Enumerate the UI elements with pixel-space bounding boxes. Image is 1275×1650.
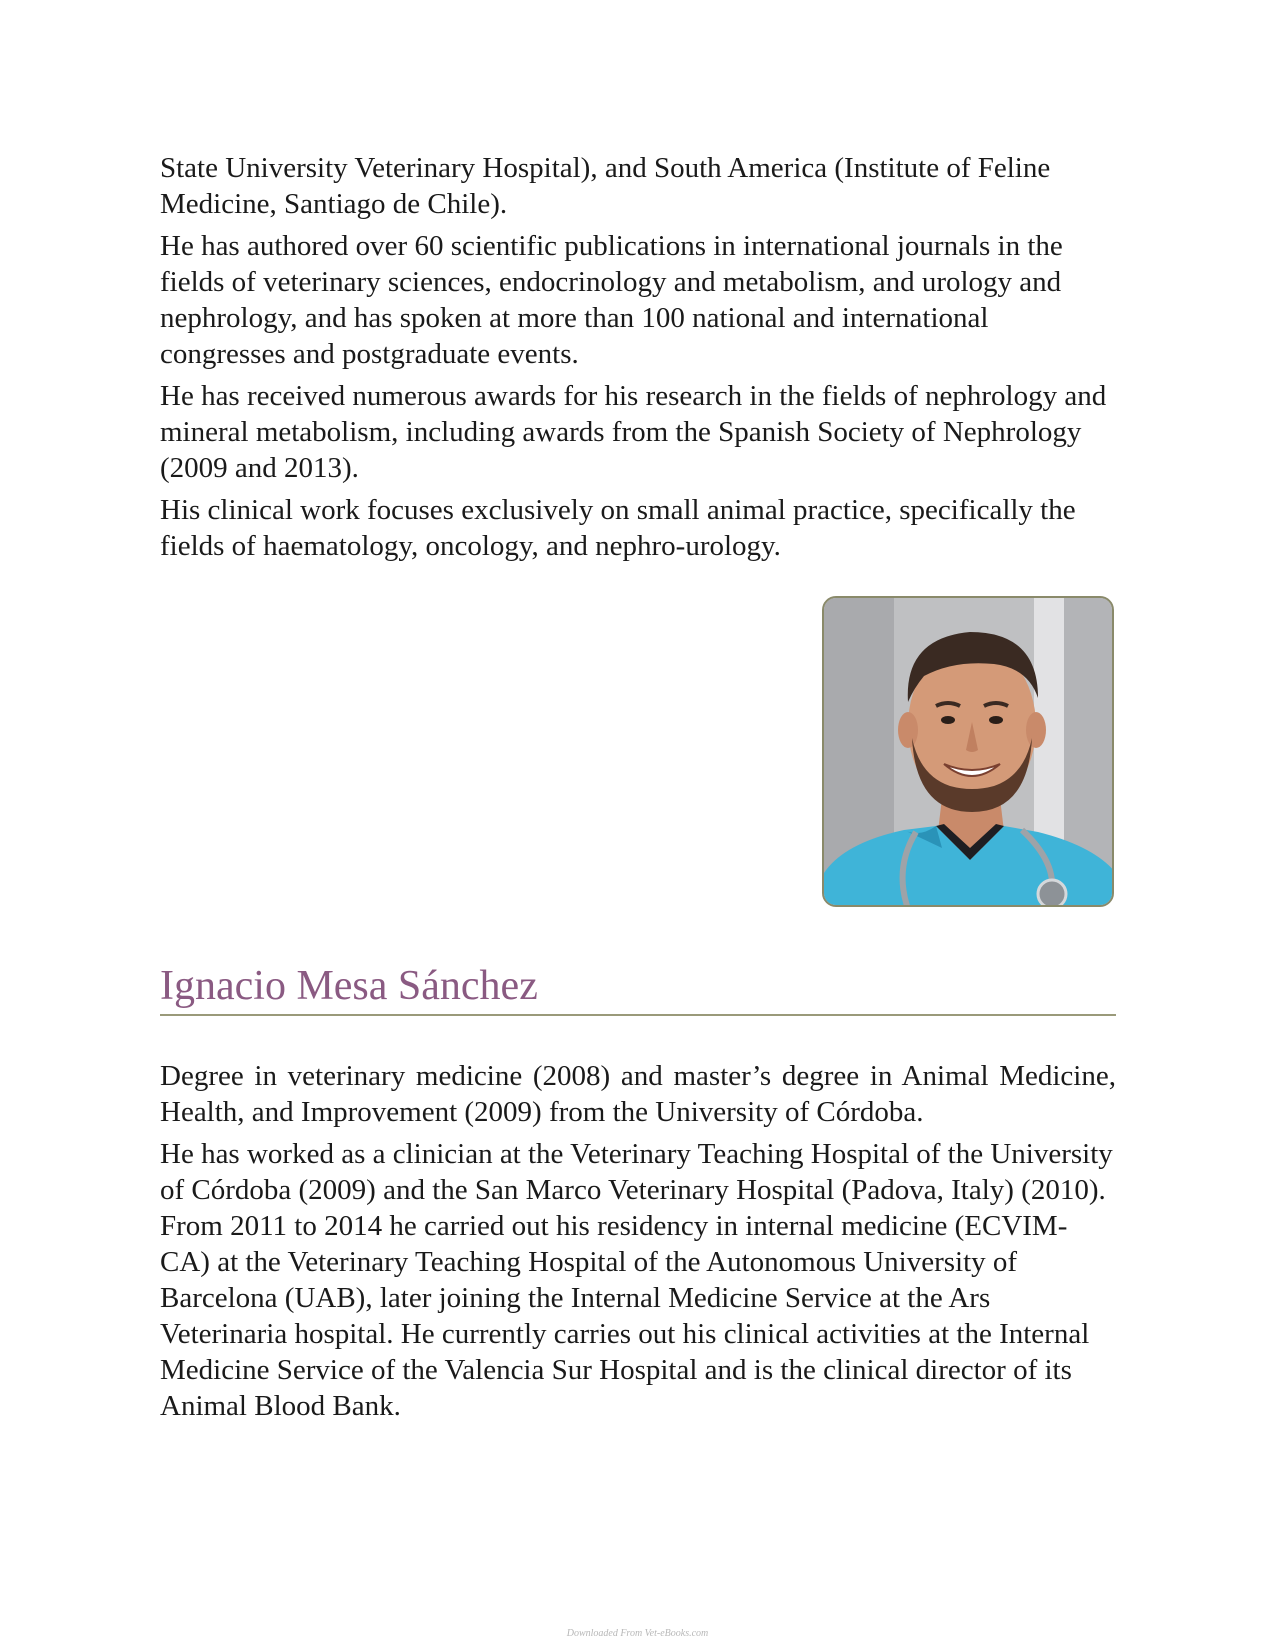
portrait-photo [822,596,1114,907]
profile-name-heading: Ignacio Mesa Sánchez [160,960,1116,1016]
bio-paragraph: He has received numerous awards for his research in the fields of nephrology and mineral metabolism, including awards from the Spanish Society of Nephrology (2009 and 2013). [160,380,1107,484]
footer-watermark: Downloaded From Vet-eBooks.com [566,1628,709,1639]
bio-paragraph: He has authored over 60 scientific publications in international journals in the fields of veterinary sciences, endocrinology and metabolism, and urology and nephrology, and has spoken at more than 100 national and international congresses and postgraduate events. [160,230,1063,370]
profile-bio [160,1058,1116,1430]
bio-paragraph: He has worked as a clinician at the Veterinary Teaching Hospital of the University of Córdoba (2009) and the San Marco Veterinary Hospital (Padova, Italy) (2010). From 2011 to 2014 he carried out his residency in internal medicine (ECVIM-CA) at the Veterinary Teaching Hospital of the Autonomous University of Barcelona (UAB), later joining the Internal Medicine Service at the Ars Veterinaria hospital. He currently carries out his clinical activities at the Internal Medicine Service of the Valencia Sur Hospital and is the clinical director of its Animal Blood Bank. [160,1138,1113,1422]
previous-bio-continuation [160,150,1116,570]
bio-paragraph: Degree in veterinary medicine (2008) and master’s degree in Animal Medicine, Health, and Improvement (2009) from the University of Córdoba. [160,1060,1116,1128]
bio-paragraph: His clinical work focuses exclusively on small animal practice, specifically the fields of haematology, oncology, and nephro-urology. [160,494,1076,562]
portrait-illustration [824,598,1114,907]
bio-paragraph: State University Veterinary Hospital), and South America (Institute of Feline Medicine, Santiago de Chile). [160,152,1051,220]
